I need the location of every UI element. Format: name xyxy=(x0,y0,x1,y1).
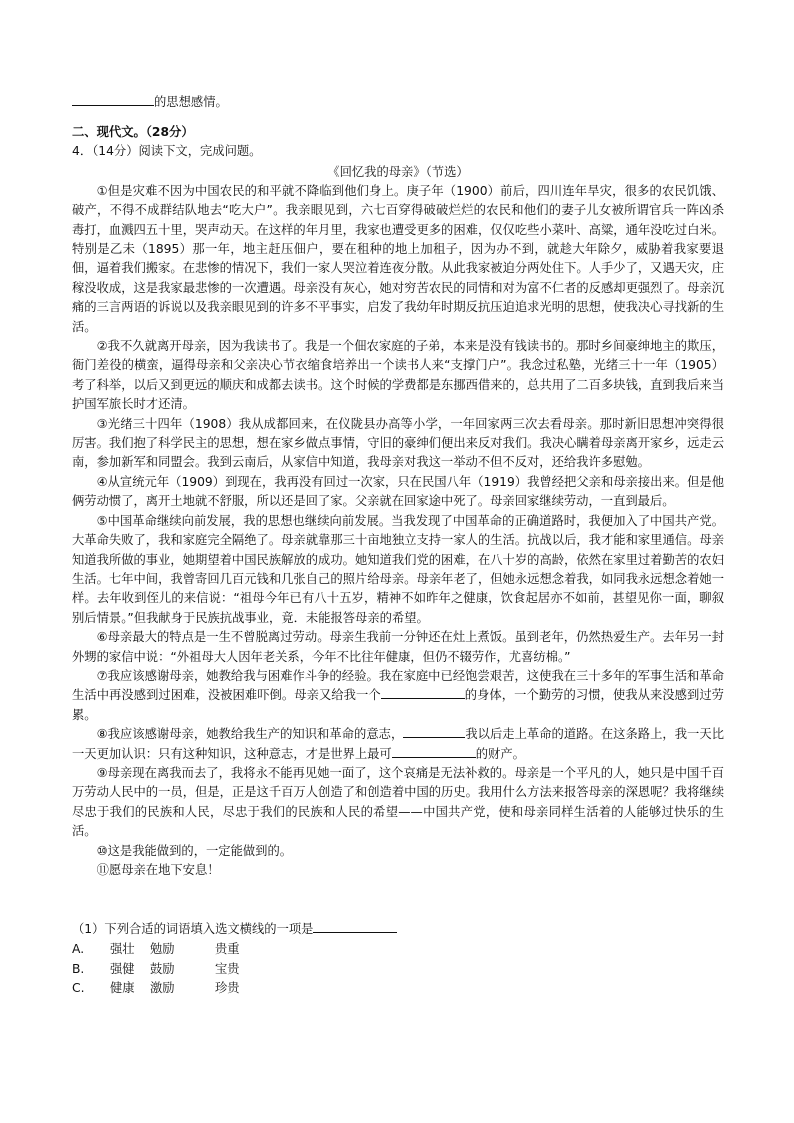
paragraph-8-blank-2[interactable] xyxy=(392,745,476,758)
option-b[interactable]: B. 强健 鼓励 宝贵 xyxy=(72,961,240,976)
paragraph-11: ⑪愿母亲在地下安息！ xyxy=(96,863,220,877)
document-page xyxy=(72,93,724,999)
paragraph-6: ⑥母亲最大的特点是一生不曾脱离过劳动。母亲生我前一分钟还在灶上煮饭。虽到老年，仍然热爱生产。去年另一封外甥的家信中说：“外祖母大人因年老关系，今年不比往年健康，但仍不辍劳作，尤喜纺棉。” xyxy=(72,630,724,664)
paragraph-7: ⑦我应该感谢母亲，她教给我与困难作斗争的经验。我在家庭中已经饱尝艰苦，这使我在三十多年的军事生活和革命生活中再没感到过困难，没被困难吓倒。母亲又给我一个 的身体，一个勤劳的习惯，使我从来没感到过劳累。 xyxy=(72,668,724,722)
paragraph-4: ④从宣统元年（1909）到现在，我再没有回过一次家，只在民国八年（1919）我曾经把父亲和母亲接出来。但是他俩劳动惯了，离开土地就不舒服，所以还是回了家。父亲就在回家途中死了。母亲回家继续劳动，一直到最后。 xyxy=(72,474,724,509)
question-intro: 4．（14分）阅读下文，完成问题。 xyxy=(72,144,262,159)
paragraph-8: ⑧我应该感谢母亲，她教给我生产的知识和革命的意志， 我以后走上革命的道路。在这条路上，我一天比一天更加认识：只有这种知识，这种意志，才是世界上最可 的财产。 xyxy=(72,727,724,761)
question-1-prompt: （1）下列合适的词语填入选文横线的一项是 xyxy=(72,920,724,940)
paragraph-7-blank[interactable] xyxy=(381,686,465,699)
article-title: 《回忆我的母亲》（节选） xyxy=(327,164,469,179)
paragraph-1: ①但是灾难不因为中国农民的和平就不降临到他们身上。庚子年（1900）前后，四川连年旱灾，很多的农民饥饿、破产，不得不成群结队地去“吃大户”。我亲眼见到，六七百穿得破破烂烂的农民和他们的妻子儿女被所谓官兵一阵凶杀毒打，血溅四五十里，哭声动天。在这样的年月里，我家也遭受更多的困难，仅仅吃些小菜叶、高粱，通年没吃过白米。特别是乙未（1895）那一年，地主赶压佃户，要在租种的地上加租子，因为办不到，就趁大年除夕，威胁着我家要退佃，逼着我们搬家。在悲惨的情况下，我们一家人哭泣着连夜分散。从此我家被迫分两处住下。人手少了，又遇天灾，庄稼没收成，这是我家最悲惨的一次遭遇。母亲没有灰心，她对穷苦农民的同情和对为富不仁者的反感却更强烈了。母亲沉痛的三言两语的诉说以及我亲眼见到的许多不平事实，启发了我幼年时期反抗压迫追求光明的思想，使我决心寻找新的生活。 xyxy=(72,183,724,334)
answer-blank[interactable] xyxy=(72,93,154,106)
paragraph-3: ③光绪三十四年（1908）我从成都回来，在仪陇县办高等小学，一年回家两三次去看母亲。那时新旧思想冲突得很厉害。我们抱了科学民主的思想，想在家乡做点事情，守旧的豪绅们便出来反对我们。我决心瞒着母亲离开家乡，远走云南，参加新军和同盟会。我到云南后，从家信中知道，我母亲对我这一举动不但不反对，还给我许多慰勉。 xyxy=(72,416,724,470)
paragraph-8-blank-1[interactable] xyxy=(403,725,465,738)
paragraph-5: ⑤中国革命继续向前发展，我的思想也继续向前发展。当我发现了中国革命的正确道路时，我便加入了中国共产党。大革命失败了，我和家庭完全隔绝了。母亲就靠那三十亩地独立支持一家人的生活。抗战以后，我才能和家里通信。母亲知道我所做的事业，她期望着中国民族解放的成功。她知道我们党的困难，在八十岁的高龄，依然在家里过着勤苦的农妇生活。七年中间，我曾寄回几百元钱和几张自己的照片给母亲。母亲年老了，但她永远想念着我，如同我永远想念着她一样。去年收到侄儿的来信说：“祖母今年已有八十五岁，精神不如昨年之健康，饮食起居亦不如前，甚望见你一面，聊叙别后情景。”但我献身于民族抗战事业，竟．未能报答母亲的希望。 xyxy=(72,513,724,625)
previous-question-tail: 的思想感情。 xyxy=(72,93,724,113)
option-a[interactable]: A. 强壮 勉励 贵重 xyxy=(72,942,240,956)
paragraph-2: ②我不久就离开母亲，因为我读书了。我是一个佃农家庭的子弟，本来是没有钱读书的。那时乡间豪绅地主的欺压，衙门差役的横蛮，逼得母亲和父亲决心节衣缩食培养出一个读书人来“支撑门户”。我念过私塾，光绪三十一年（1905）考了科举，以后又到更远的顺庆和成都去读书。这个时候的学费都是东挪西借来的，总共用了二百多块钱，直到我后来当护国军旅长时才还清。 xyxy=(72,339,724,412)
paragraph-10: ⑩这是我能做到的，一定能做到的。 xyxy=(96,843,293,858)
paragraph-9: ⑨母亲现在离我而去了，我将永不能再见她一面了，这个哀痛是无法补救的。母亲是一个平凡的人，她只是中国千百万劳动人民中的一员，但是，正是这千百万人创造了和创造着中国的历史。我用什么方法来报答母亲的深恩呢？我将继续尽忠于我们的民族和人民，尽忠于我们的民族和人民的希望——中国共产党，使和母亲同样生活着的人能够过快乐的生活。 xyxy=(72,765,724,839)
question-1-answer-blank[interactable] xyxy=(313,920,397,933)
option-c[interactable]: C. 健康 激励 珍贵 xyxy=(72,981,240,996)
section-heading: 二、现代文。（28分） xyxy=(72,124,194,139)
